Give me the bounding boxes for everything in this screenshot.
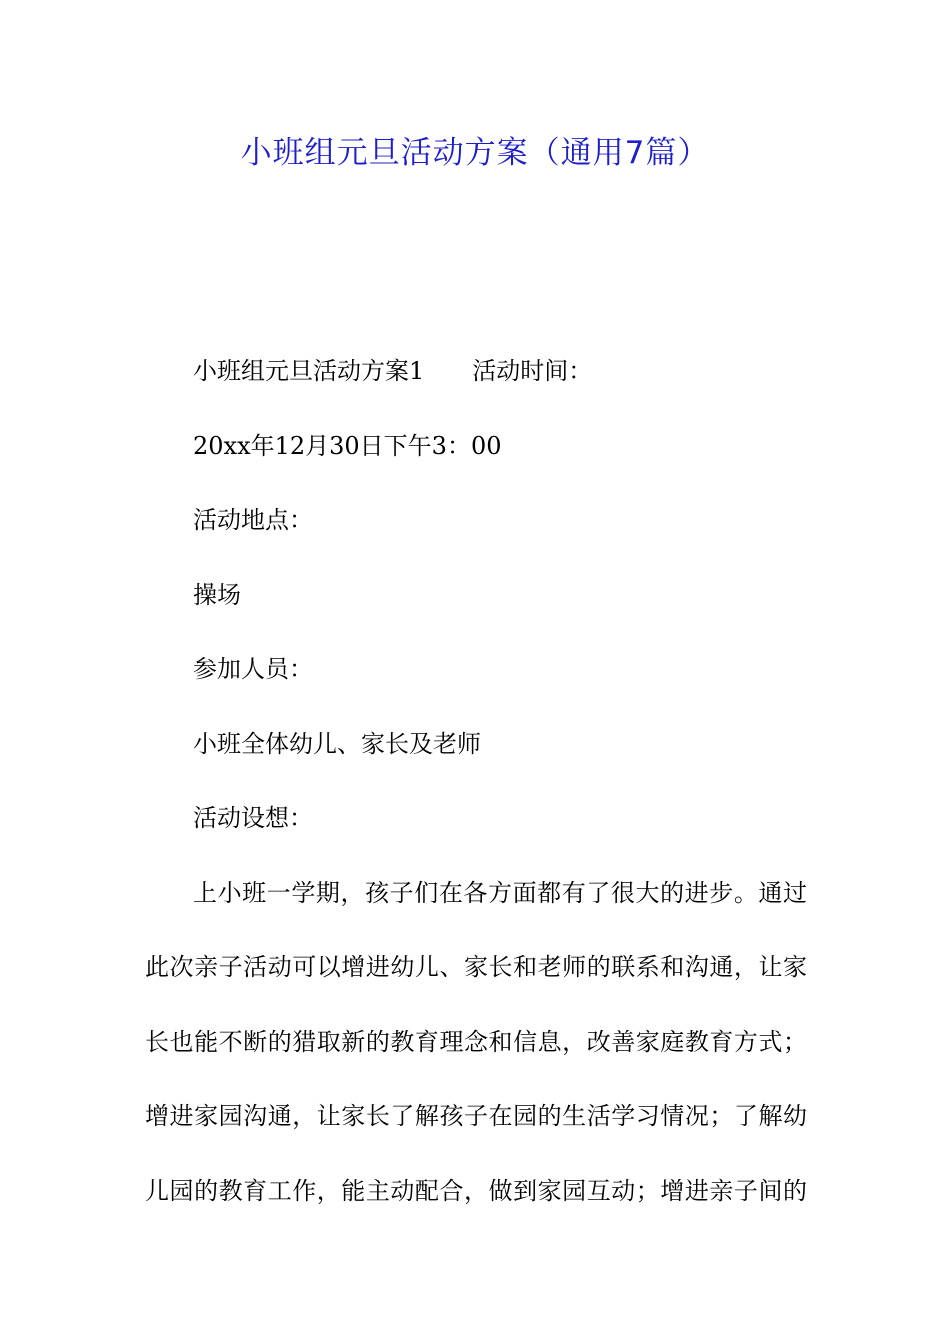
section-heading-line <box>145 334 807 409</box>
paragraph-line: 长也能不断的猎取新的教育理念和信息，改善家庭教育方式； <box>145 1027 807 1056</box>
concept-label: 活动设想： <box>193 804 313 832</box>
time-value: 20xx年12月30日下午3：00 <box>193 431 502 460</box>
place-label: 活动地点： <box>193 506 313 534</box>
section-heading: 小班组元旦活动方案1 <box>193 357 425 385</box>
time-label: 活动时间： <box>472 357 593 385</box>
participants-value: 小班全体幼儿、家长及老师 <box>193 729 481 758</box>
paragraph-line: 此次亲子活动可以增进幼儿、家长和老师的联系和沟通，让家 <box>145 953 807 981</box>
place-value: 操场 <box>193 580 241 609</box>
document-title: 小班组元旦活动方案（通用7篇） <box>240 135 710 171</box>
participants-label: 参加人员： <box>193 655 313 683</box>
document-body <box>145 334 807 1228</box>
paragraph-line: 上小班一学期，孩子们在各方面都有了很大的进步。通过 <box>193 878 807 907</box>
paragraph-line: 儿园的教育工作，能主动配合，做到家园互动；增进亲子间的 <box>145 1176 807 1205</box>
paragraph-line: 增进家园沟通，让家长了解孩子在园的生活学习情况；了解幼 <box>145 1102 807 1130</box>
